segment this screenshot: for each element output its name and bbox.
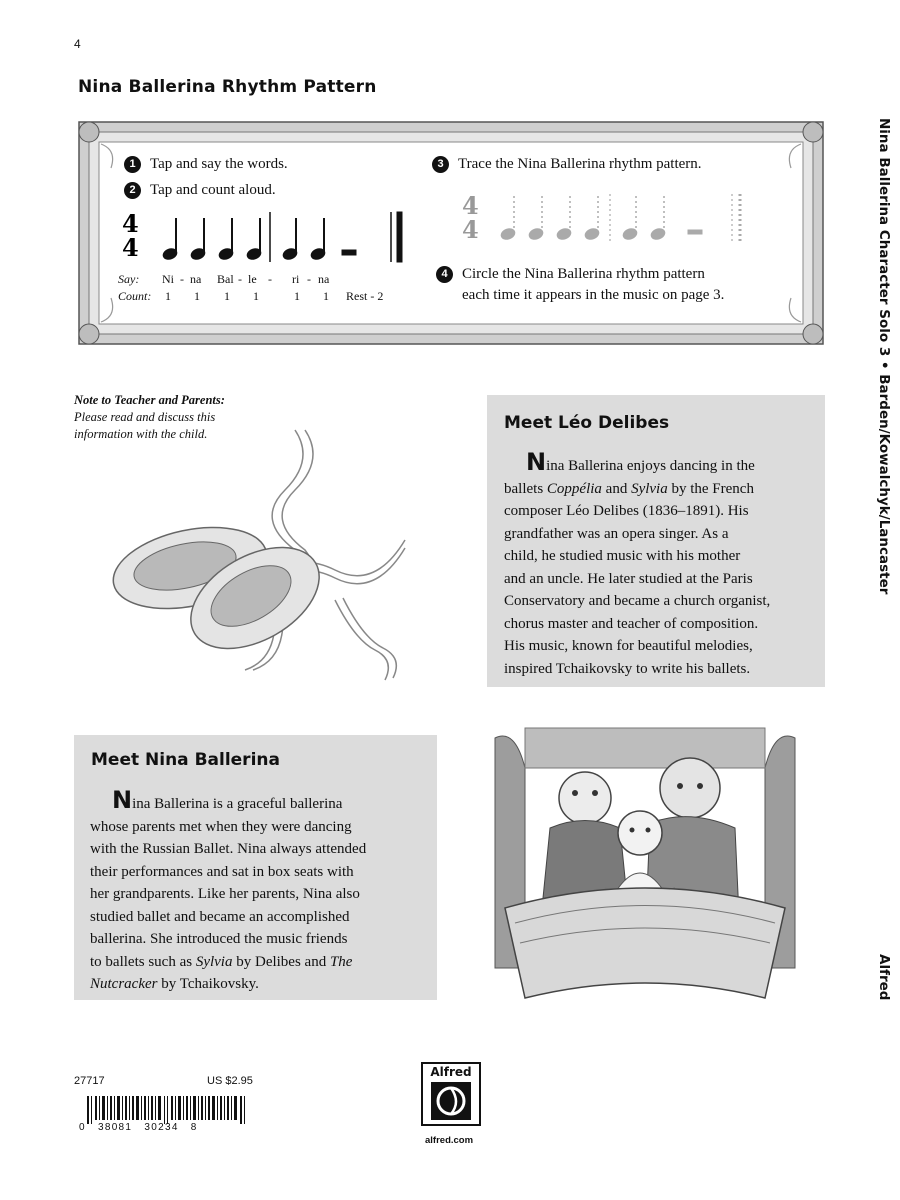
step-2 <box>124 182 276 199</box>
note-line: information with the child. <box>74 427 208 441</box>
count-row <box>118 289 151 304</box>
barcode <box>87 1096 257 1124</box>
trace-time-bottom: 4 <box>462 215 479 244</box>
count-value: 1 <box>294 289 300 303</box>
step-text: each time it appears in the music on page 3. <box>462 287 725 303</box>
count-label: Count: <box>118 289 152 303</box>
say-word: Bal <box>217 272 234 286</box>
step-number: 2 <box>124 182 141 199</box>
drop-cap: N <box>526 448 547 476</box>
page-title: Nina Ballerina Rhythm Pattern <box>78 77 377 97</box>
crowd-background <box>525 728 765 768</box>
trace-note <box>584 196 601 241</box>
product-code: 27717 <box>74 1075 105 1087</box>
count-value: 1 <box>224 289 230 303</box>
step-number: 3 <box>432 156 449 173</box>
say-word: Ni <box>162 272 174 286</box>
drop-cap: N <box>112 786 133 814</box>
say-word: ri <box>292 272 300 286</box>
say-word: - <box>180 272 184 286</box>
series-title: Nina Ballerina Character Solo 3 • Barden/Kowalchyk/Lancaster <box>876 118 892 595</box>
delibes-box <box>487 395 825 687</box>
say-word: - <box>268 272 272 286</box>
logo-text: Alfred <box>430 1065 472 1079</box>
nina-box <box>74 735 437 1000</box>
trace-note <box>528 196 545 241</box>
count-value: 1 <box>323 289 329 303</box>
delibes-heading: Meet Léo Delibes <box>504 413 670 433</box>
step-text: Trace the Nina Ballerina rhythm pattern. <box>458 156 702 172</box>
nina-heading: Meet Nina Ballerina <box>91 750 280 770</box>
quarter-note <box>190 218 207 261</box>
step-4 <box>436 264 724 306</box>
half-rest <box>342 250 356 255</box>
step-3 <box>432 156 702 173</box>
step-text: Tap and say the words. <box>150 156 288 172</box>
count-value: 1 <box>165 289 171 303</box>
trace-notation <box>460 190 760 246</box>
trace-note <box>556 196 573 241</box>
time-signature-bottom: 4 <box>122 233 139 262</box>
box-balcony <box>505 888 785 998</box>
final-bar-thick <box>397 212 402 262</box>
quarter-note <box>218 218 235 261</box>
trace-time-top: 4 <box>462 191 479 220</box>
count-value: Rest - 2 <box>346 289 384 303</box>
say-word: na <box>190 272 202 286</box>
step-number: 1 <box>124 156 141 173</box>
say-word: le <box>248 272 257 286</box>
page-number: 4 <box>74 37 81 51</box>
trace-note <box>500 196 517 241</box>
quarter-note <box>162 218 179 261</box>
rhythm-notation <box>118 208 418 264</box>
ballet-shoes-illustration <box>105 420 425 690</box>
quarter-note <box>246 218 263 261</box>
publisher-name: Alfred <box>876 954 892 1001</box>
quarter-note <box>310 218 327 261</box>
say-word: - <box>238 272 242 286</box>
step-text: Tap and count aloud. <box>150 182 276 198</box>
barcode-digits: 0 38081 30234 8 <box>79 1122 198 1133</box>
trace-note <box>650 196 667 241</box>
time-signature-top: 4 <box>122 209 139 238</box>
logo-mark-icon <box>431 1082 471 1120</box>
step-1 <box>124 156 288 173</box>
trace-note <box>622 196 639 241</box>
say-row <box>118 272 139 287</box>
step-text: Circle the Nina Ballerina rhythm pattern <box>462 266 705 282</box>
say-word: - <box>307 272 311 286</box>
note-line: Please read and discuss this <box>74 410 216 424</box>
say-word: na <box>318 272 330 286</box>
say-label: Say: <box>118 272 140 286</box>
alfred-logo <box>421 1062 481 1126</box>
count-value: 1 <box>194 289 200 303</box>
nina-text: Nina Ballerina is a graceful ballerina whose parents met when they were dancing with the Russian Ballet. Nina always attended their performances and sat in box seats with her grandparents. Like her parents, Nina also studied ballet and became an accomplished ballerina. She introduced the music friends to ballets such as Sylvia by Delibes and The Nutcracker by Tchaikovsky. <box>90 786 367 992</box>
note-heading: Note to Teacher and Parents: <box>74 393 225 407</box>
theater-box-illustration <box>485 718 805 1010</box>
delibes-text: Nina Ballerina enjoys dancing in the ballets Coppélia and Sylvia by the French composer Léo Delibes (1836–1891). His grandfather was an opera singer. As a child, he studied music with his mother and an uncle. He later studied at the Paris Conservatory and became a church organist, chorus master and teacher of composition. His music, known for beautiful melodies, inspired Tchaikovsky to write his ballets. <box>504 448 771 677</box>
count-value: 1 <box>253 289 259 303</box>
quarter-note <box>282 218 299 261</box>
price: US $2.95 <box>207 1075 253 1087</box>
side-banner <box>864 118 892 1013</box>
publisher-url: alfred.com <box>425 1135 474 1146</box>
step-number: 4 <box>436 266 453 283</box>
